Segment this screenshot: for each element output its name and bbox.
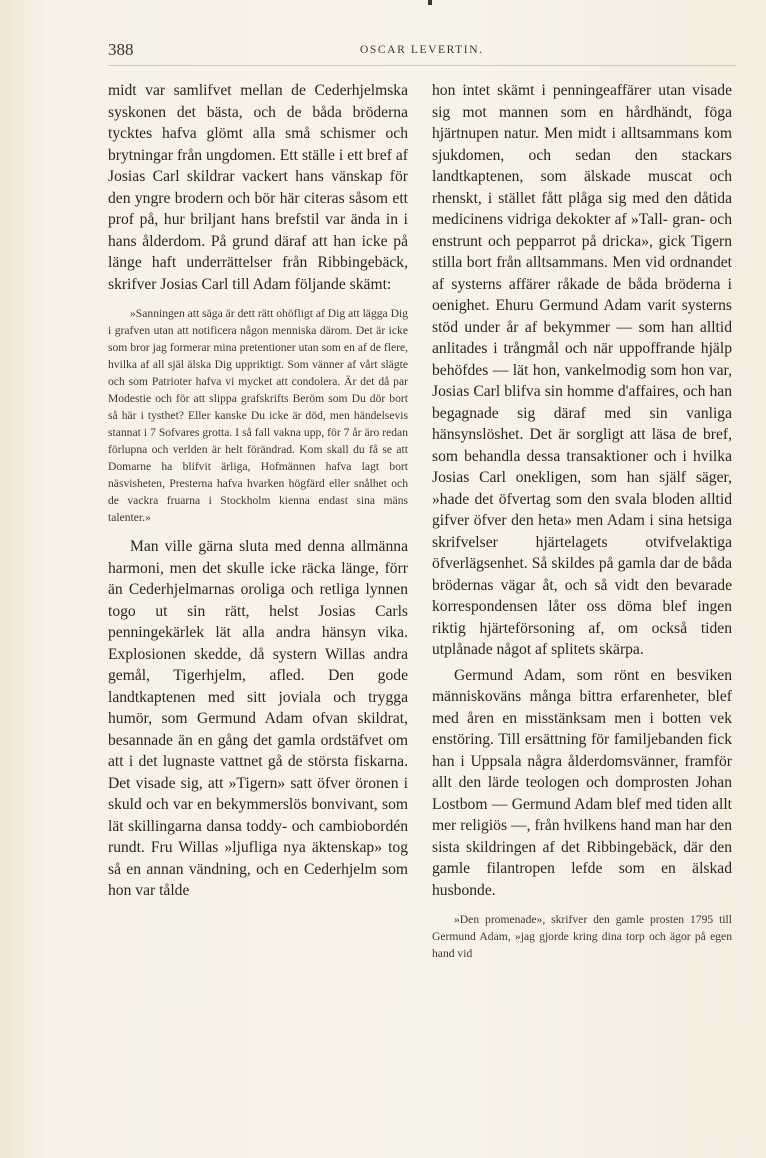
header-rule	[108, 65, 736, 66]
right-block-quote: »Den promenade», skrifver den gamle prosten 1795 till Germund Adam, »jag gjorde kring dina torp och ägor på egen hand vid	[432, 913, 732, 960]
left-paragraph-2: Man ville gärna sluta med denna allmänna harmoni, men det skulle icke räcka länge, förr än Cederhjelmarnas oroliga och retliga lynnen togo ut sin rätt, helst Josias Carls penningekärlek lät alla andra hänsyn vika. Explosionen skedde, då systern Willas andra gemål, Tigerhjelm, afled. Den gode landtkaptenen med sitt joviala och trygga humör, som Germund Adam ofvan skildrat, besannade än en gång det gamla ordstäfvet om att i det lugnaste vattnet gå de största fiskarna. Det visade sig, att »Tigern» satt öfver öronen i skuld och var en bekymmerslös bonvivant, som lät skillingarna dansa toddy- och cambiobordén rundt. Fru Willas »ljufliga nya äktenskap» tog så en annan vändning, och en Cederhjelm som hon var tålde	[108, 538, 408, 899]
left-paragraph-1: midt var samlifvet mellan de Cederhjelmska syskonen det bästa, och de båda bröderna tycktes hafva glömt alla små schismer och brytningar från ungdomen. Ett ställe i ett bref af Josias Carl skildrar vackert hans vänskap för den yngre brodern och bör här citeras såsom ett prof på, hur briljant hans brefstil var ända in i hans ålderdom. På grund däraf att han icke på länge haft underrättelser från Ribbingebäck, skrifver Josias Carl till Adam följande skämt:	[108, 82, 408, 293]
running-title: OSCAR LEVERTIN.	[360, 44, 484, 56]
left-column	[108, 80, 408, 902]
page-number: 388	[108, 40, 134, 59]
right-paragraph-2: Germund Adam, som rönt en besviken människoväns många bittra erfarenheter, blef med åren en misstänksam men i botten vek enstöring. Till ersättning för familjebanden fick han i Uppsala några ålderdomsvänner, framför allt den lärde teologen och domprosten Johan Lostbom — Germund Adam blef med tiden allt mer religiös —, från hvilkens hand man har den sista skildringen af det Ribbingebäck, där den gamle filantropen lefde som en älskad husbonde.	[432, 666, 732, 899]
right-column	[432, 80, 732, 962]
left-block-quote: »Sanningen att säga är dett rätt ohöfligt af Dig att lägga Dig i grafven utan att notificera någon menniska därom. Det är icke som bror jag formerar mina pretentioner utan som en af de flere, hvilka af all själ älska Dig uppriktigt. Som vänner af vårt slägte och som Patrioter hafva vi mycket att condolera. Är det då par Modestie och för att slippa grafskrifts Beröm som Du dör bort så här i tysthet? Eller kanske Du icke är död, men händelsevis stannat i 7 Sofvares grotta. I så fall vakna upp, för 7 år äro redan förlupna och verlden är helt förändrad. Kom skall du få se att Domarne ha blifvit ärliga, Hofmännen hafva lagt bort näsvisheten, Presterna hafva hvarken högfärd eller snålhet och de vackra fruarna i Stockholm kienna endast sina mäns talenter.»	[108, 307, 408, 524]
page-header	[108, 40, 738, 62]
right-paragraph-1: hon intet skämt i penningeaffärer utan visade sig mot mannen som en hårdhändt, föga hjärtnupen natur. Men midt i alltsammans kom sjukdomen, och sedan den stackars landtkaptenen, som älskade muscat och rhenskt, i stället fått plåga sig med den dåtida medicinens vidriga dekokter af »Tall- gran- och enstrunt och pepparrot på dricka», gick Tigern stilla bort från alltsammans. Men vid ordnandet af systerns affärer råkade de båda bröderna i oenighet. Ehuru Germund Adam varit systerns stöd under år af bekymmer — som han alltid anlitades i trångmål och när uppoffrande hjälp behöfdes — lät hon, vankelmodig som hon var, Josias Carl blifva sin homme d'affaires, och han begagnade sig däraf med sin vanliga hänsynslöshet. Det är sorgligt att läsa de bref, som behandla dessa transaktioner och i hvilka Josias Carl onekligen, som han själf säger, »hade det öfvertag som den svala bloden alltid gifver öfver den heta» men Adam i sina hetsiga skrifvelser hjärtelagets otvifvelaktiga öfverlägsenhet. Så skildes på gamla dar de båda brödernas vägar åt, och så vidt den bevarade korrespondensen låter oss döma blef ingen riktig hjärteförsoning af, om också tiden utplånade något af splitets skärpa.	[432, 82, 732, 658]
binding-mark	[428, 0, 432, 5]
